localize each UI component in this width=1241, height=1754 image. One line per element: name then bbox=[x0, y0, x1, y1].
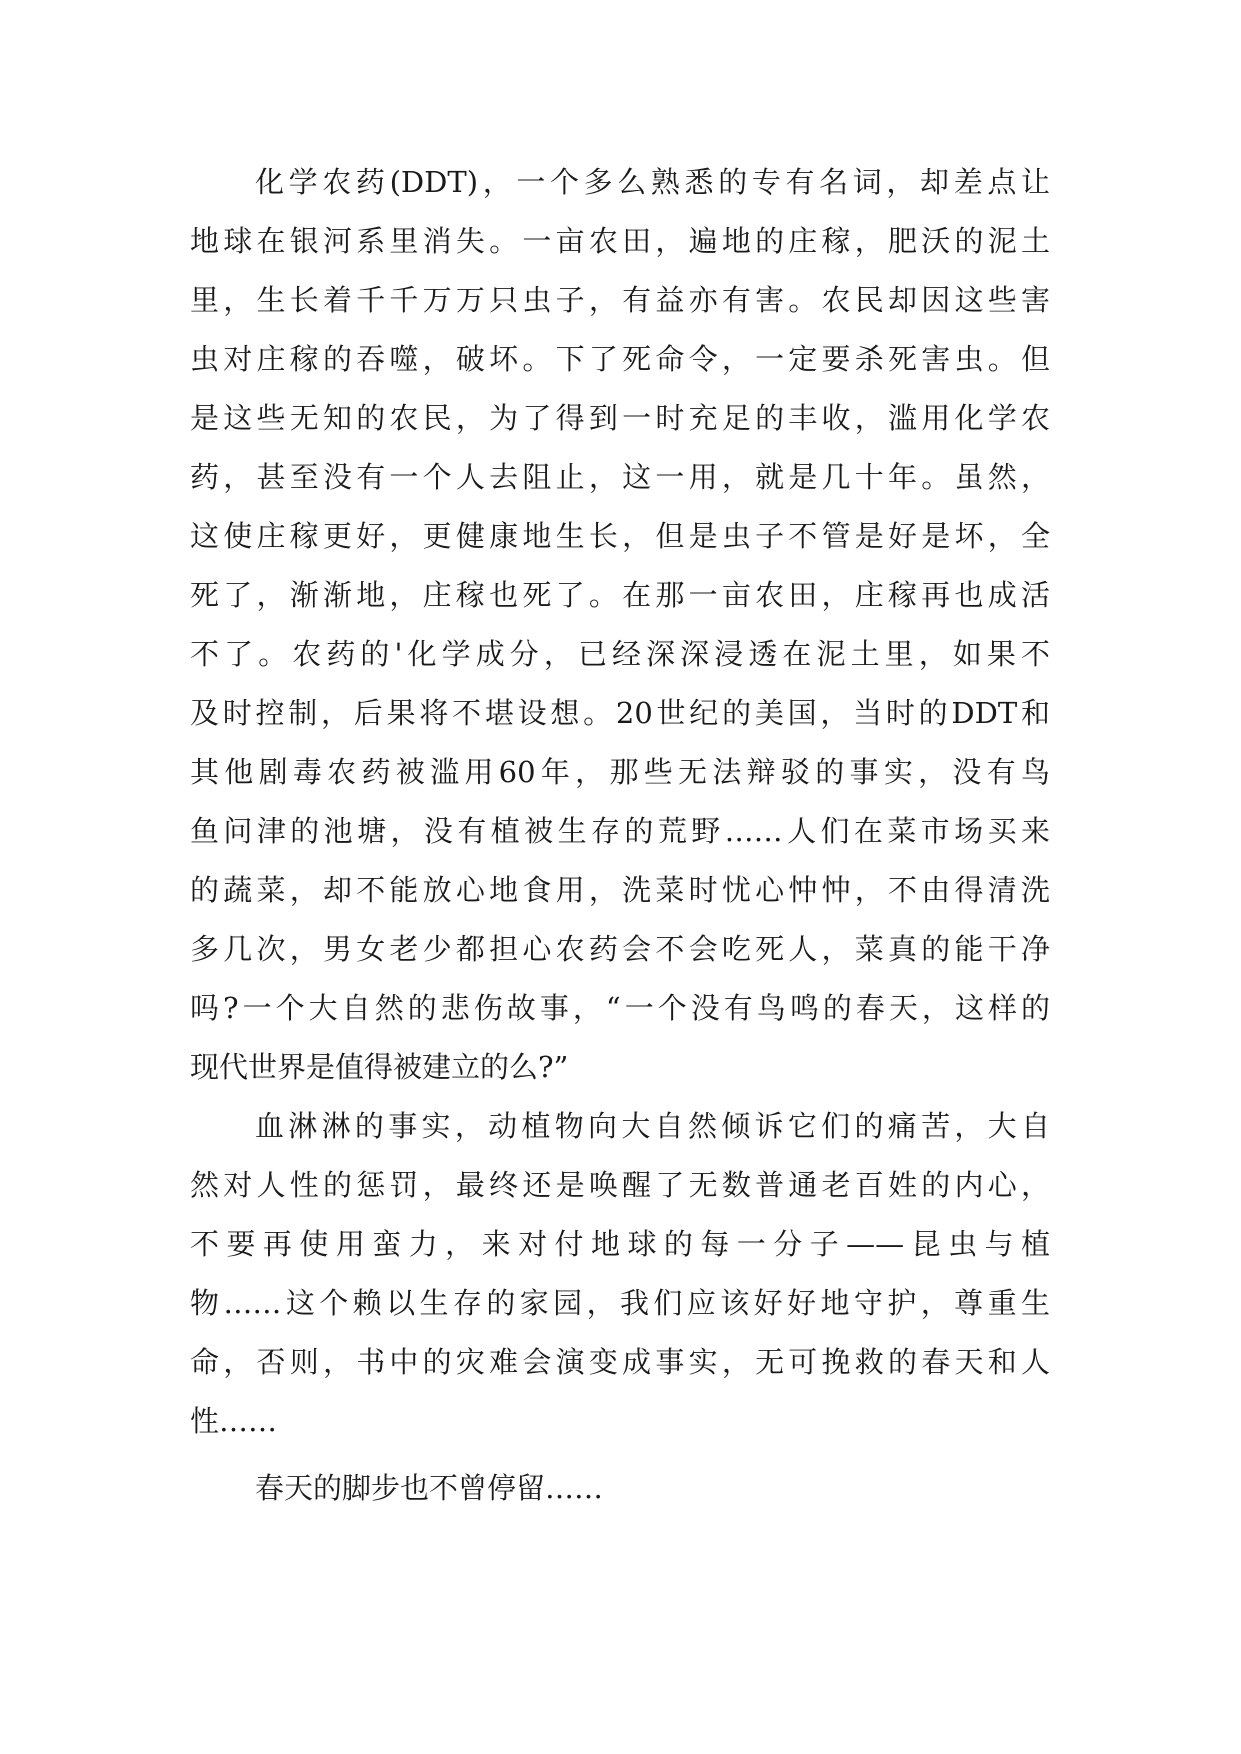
text-line: 物……这个赖以生存的家园，我们应该好好地守护，尊重生 bbox=[190, 1286, 1050, 1320]
text-line: 虫对庄稼的吞噬，破坏。下了死命令，一定要杀死害虫。但 bbox=[190, 342, 1050, 376]
text-line: 其他剧毒农药被滥用60年，那些无法辩驳的事实，没有鸟 bbox=[190, 755, 1050, 789]
text-line: 药，甚至没有一个人去阻止，这一用，就是几十年。虽然， bbox=[190, 460, 1050, 494]
text-line: 不了。农药的'化学成分，已经深深浸透在泥土里，如果不 bbox=[190, 637, 1050, 671]
text-line: 命，否则，书中的灾难会演变成事实，无可挽救的春天和人 bbox=[190, 1345, 1050, 1379]
paragraph-1 bbox=[190, 153, 1050, 1097]
document-body bbox=[190, 153, 1050, 1518]
text-line: 里，生长着千千万万只虫子，有益亦有害。农民却因这些害 bbox=[190, 283, 1050, 317]
text-line: 这使庄稼更好，更健康地生长，但是虫子不管是好是坏，全 bbox=[190, 519, 1050, 553]
text-line: 然对人性的惩罚，最终还是唤醒了无数普通老百姓的内心， bbox=[190, 1168, 1050, 1202]
text-line: 鱼问津的池塘，没有植被生存的荒野……人们在菜市场买来 bbox=[190, 814, 1050, 848]
text-line: 化学农药(DDT)，一个多么熟悉的专有名词，却差点让 bbox=[255, 165, 1050, 199]
text-line: 吗?一个大自然的悲伤故事，“一个没有鸟鸣的春天，这样的 bbox=[190, 991, 1050, 1025]
text-line: 的蔬菜，却不能放心地食用，洗菜时忧心忡忡，不由得清洗 bbox=[190, 873, 1050, 907]
paragraph-2 bbox=[190, 1097, 1050, 1451]
paragraph-spacer bbox=[190, 1451, 1050, 1459]
paragraph-3 bbox=[190, 1459, 1050, 1518]
text-line: 地球在银河系里消失。一亩农田，遍地的庄稼，肥沃的泥土 bbox=[190, 224, 1050, 258]
text-line: 及时控制，后果将不堪设想。20世纪的美国，当时的DDT和 bbox=[190, 696, 1050, 730]
text-line: 不要再使用蛮力，来对付地球的每一分子——昆虫与植 bbox=[190, 1227, 1050, 1261]
text-line: 血淋淋的事实，动植物向大自然倾诉它们的痛苦，大自 bbox=[255, 1109, 1050, 1143]
text-line: 多几次，男女老少都担心农药会不会吃死人，菜真的能干净 bbox=[190, 932, 1050, 966]
text-line: 现代世界是值得被建立的么?” bbox=[190, 1050, 569, 1084]
text-line: 是这些无知的农民，为了得到一时充足的丰收，滥用化学农 bbox=[190, 401, 1050, 435]
text-line: 性…… bbox=[190, 1404, 278, 1438]
text-line: 春天的脚步也不曾停留…… bbox=[255, 1471, 604, 1505]
text-line: 死了，渐渐地，庄稼也死了。在那一亩农田，庄稼再也成活 bbox=[190, 578, 1050, 612]
